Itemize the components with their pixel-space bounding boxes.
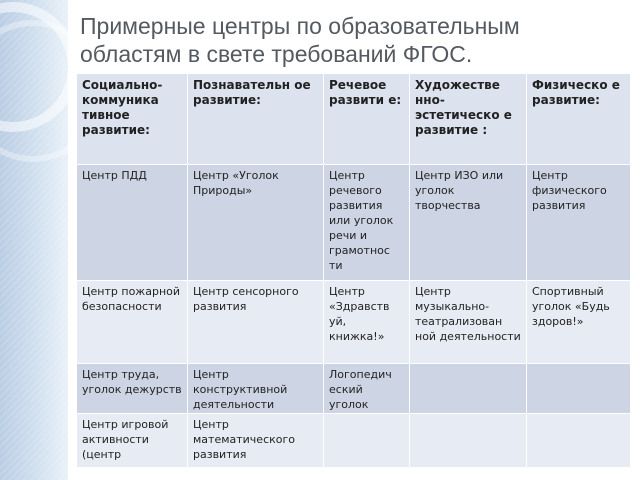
table-cell: Центр «Уголок Природы» [188,165,324,281]
slide-title: Примерные центры по образовательным областям в свете требований ФГОС. [80,13,520,67]
table-cell: Спортивный уголок «Будь здоров!» [527,281,631,364]
table-cell: Центр пожарной безопасности [77,281,188,364]
table-row [77,165,631,281]
decorative-hatch [0,0,68,480]
table-row [77,364,631,414]
table-cell [527,414,631,468]
table-cell: Центр речевого развития или уголок речи и грамотнос ти [324,165,410,281]
table-row [77,414,631,468]
table-cell: Центр труда, уголок дежурств [77,364,188,414]
header-speech: Речевое развити е: [324,74,410,165]
centers-table [76,73,631,468]
table-cell [527,364,631,414]
table-cell: Центр сенсорного развития [188,281,324,364]
table-cell: Центр ПДД [77,165,188,281]
table-cell [410,414,527,468]
table-row [77,281,631,364]
table-cell: Логопедич еский уголок [324,364,410,414]
table-cell: Центр «Здравств уй, книжка!» [324,281,410,364]
decorative-sidebar [0,0,68,480]
header-social: Социально-коммуника тивное развитие: [77,74,188,165]
table-cell: Центр ИЗО или уголок творчества [410,165,527,281]
header-physical: Физическо е развитие: [527,74,631,165]
table-cell: Центр музыкально-театрализован ной деятельности [410,281,527,364]
header-artistic: Художестве нно-эстетическо е развитие : [410,74,527,165]
table-cell: Центр математического развития [188,414,324,468]
table-header-row [77,74,631,165]
table-cell: Центр конструктивной деятельности [188,364,324,414]
table-cell: Центр игровой активности (центр [77,414,188,468]
table-cell: Центр физического развития [527,165,631,281]
table-cell [410,364,527,414]
centers-table-container [76,73,631,468]
table-cell [324,414,410,468]
header-cognitive: Познавательн ое развитие: [188,74,324,165]
